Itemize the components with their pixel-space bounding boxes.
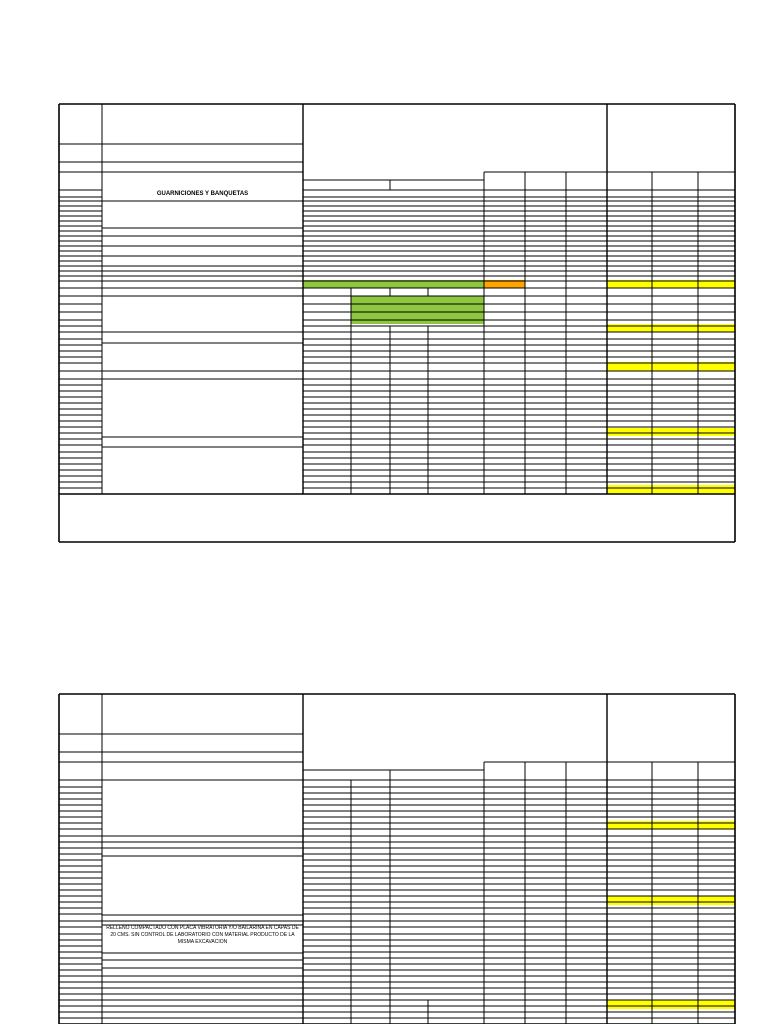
cell-highlight-yellow — [607, 324, 735, 332]
cell-highlight-yellow — [607, 896, 735, 905]
cell-highlight-yellow — [607, 485, 735, 494]
cell-highlight-yellow — [607, 1000, 735, 1009]
item-description: RELLENO COMPACTADO CON PLACA VIBRATORIA Y/O BAILARINA EN CAPAS DE 20 CMS. SIN CONTROL DE LABORATORIO CON MATERIAL PRODUCTO DE LA MISMA EXCAVACION — [106, 925, 299, 945]
cell-highlight-yellow — [607, 821, 735, 829]
lower-sheet — [59, 694, 735, 1024]
cell-highlight-yellow — [607, 428, 735, 436]
section-title: GUARNICIONES Y BANQUETAS — [156, 191, 249, 197]
upper-sheet — [59, 104, 735, 542]
